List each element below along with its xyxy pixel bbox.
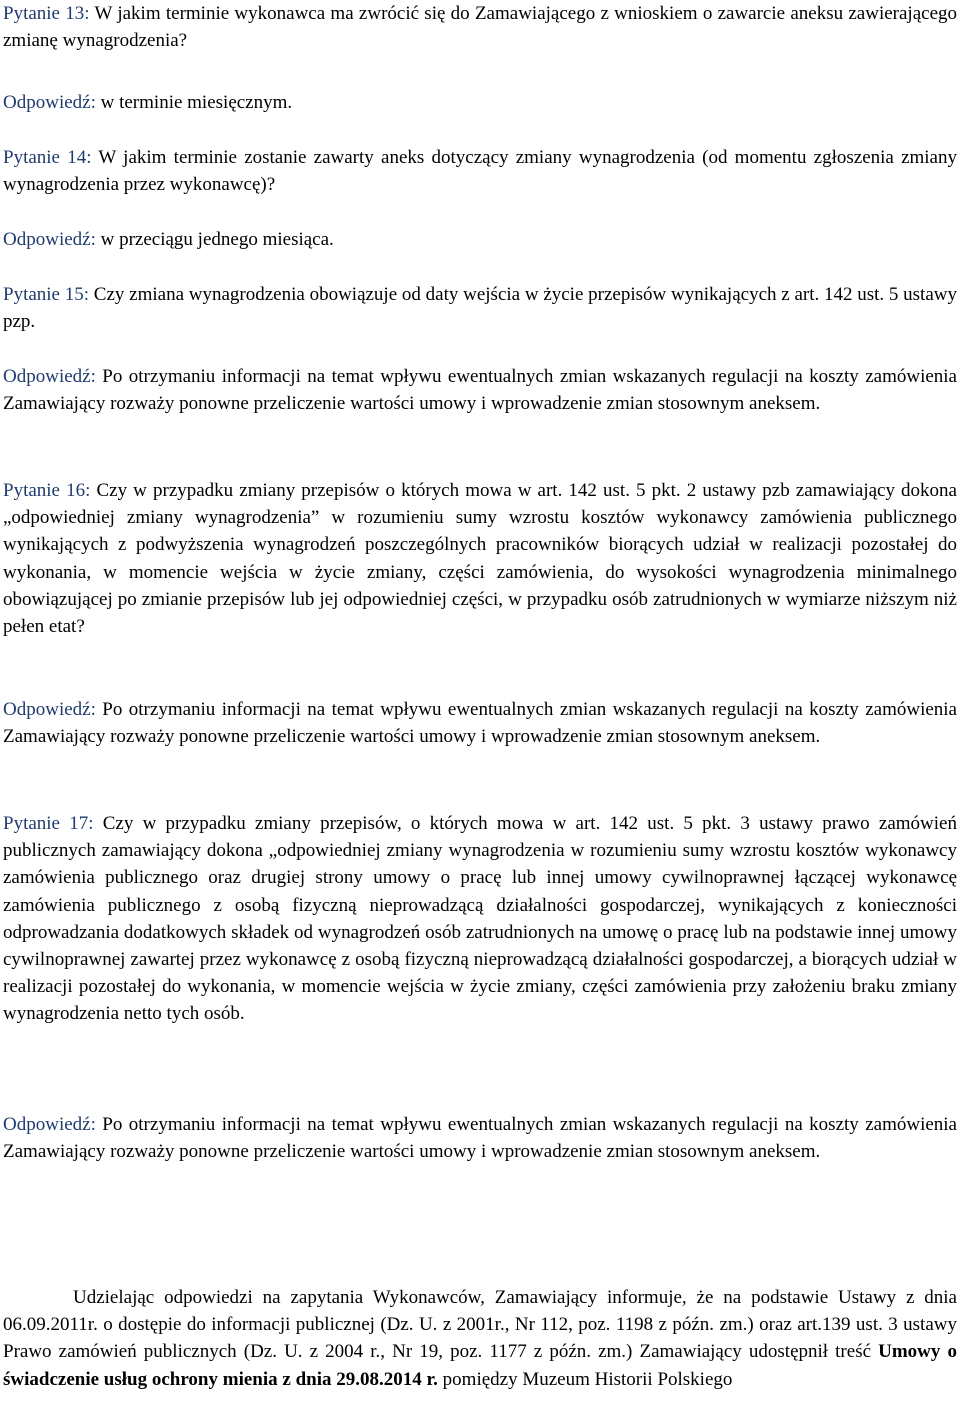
answer-13: [3, 89, 957, 116]
answer-label: Odpowiedź:: [3, 699, 96, 720]
question-text: W jakim terminie wykonawca ma zwrócić się do Zamawiającego z wnioskiem o zawarcie aneksu zawierającego zmianę wynagrodzenia?: [3, 3, 957, 52]
answer-14: [3, 226, 957, 253]
question-label: Pytanie 14:: [3, 147, 92, 168]
question-text: W jakim terminie zostanie zawarty aneks dotyczący zmiany wynagrodzenia (od momentu zgłoszenia zmiany wynagrodzenia przez wykonawcę)?: [3, 147, 957, 196]
answer-text: Po otrzymaniu informacji na temat wpływu ewentualnych zmian wskazanych regulacji na koszty zamówienia Zamawiający rozważy ponowne przeliczenie wartości umowy i wprowadzenie zmian stosownym aneksem.: [3, 1114, 957, 1163]
closing-text: Udzielając odpowiedzi na zapytania Wykonawców, Zamawiający informuje, że na podstawie Ustawy z dnia 06.09.2011r. o dostępie do informacji publicznej (Dz. U. z 2001r., Nr 112, poz. 1198 z późn. zm.) oraz art.139 ust. 3 ustawy Prawo zamówień publicznych (Dz. U. z 2004 r., Nr 19, poz. 1177 z późn. zm.) Zamawiający udostępnił treść: [3, 1287, 957, 1363]
answer-17: [3, 1111, 957, 1165]
question-text: Czy w przypadku zmiany przepisów o których mowa w art. 142 ust. 5 pkt. 2 ustawy pzb zamawiający dokona „odpowiedniej zmiany wynagrodzenia” w rozumieniu sumy wzrostu kosztów wykonawcy zamówienia publicznego wynikających z podwyższenia wynagrodzeń poszczególnych pracowników biorących udział w realizacji pozostałej do wykonania, w momencie wejścia w życie zmiany, części zamówienia, do wysokości wynagrodzenia minimalnego obowiązującej po zmianie przepisów lub jej odpowiedniej części, w przypadku osób zatrudnionych w wymiarze niższym niż pełen etat?: [3, 480, 957, 638]
answer-text: w terminie miesięcznym.: [95, 92, 293, 113]
question-17: [3, 810, 957, 1028]
closing-paragraph: [3, 1284, 957, 1393]
answer-15: [3, 363, 957, 417]
question-15: [3, 281, 957, 335]
answer-label: Odpowiedź:: [3, 229, 96, 250]
question-label: Pytanie 17:: [3, 813, 94, 834]
question-14: [3, 144, 957, 198]
answer-text: w przeciągu jednego miesiąca.: [95, 229, 334, 250]
question-label: Pytanie 16:: [3, 480, 91, 501]
answer-label: Odpowiedź:: [3, 366, 96, 387]
question-label: Pytanie 15:: [3, 284, 90, 305]
answer-16: [3, 696, 957, 750]
answer-label: Odpowiedź:: [3, 1114, 96, 1135]
contract-title: Umowy o świadczenie usług ochrony mienia z dnia 29.08.2014 r.: [3, 1341, 957, 1390]
answer-text: Po otrzymaniu informacji na temat wpływu ewentualnych zmian wskazanych regulacji na koszty zamówienia Zamawiający rozważy ponowne przeliczenie wartości umowy i wprowadzenie zmian stosownym aneksem.: [3, 366, 957, 415]
closing-text-end: pomiędzy Muzeum Historii Polskiego: [437, 1368, 733, 1390]
question-16: [3, 477, 957, 640]
question-13: [3, 0, 957, 54]
answer-text: Po otrzymaniu informacji na temat wpływu ewentualnych zmian wskazanych regulacji na koszty zamówienia Zamawiający rozważy ponowne przeliczenie wartości umowy i wprowadzenie zmian stosownym aneksem.: [3, 699, 957, 748]
question-text: Czy w przypadku zmiany przepisów, o których mowa w art. 142 ust. 5 pkt. 3 ustawy prawo zamówień publicznych zamawiający dokona „odpowiedniej zmiany wynagrodzenia w rozumieniu sumy wzrostu kosztów wykonawcy zamówienia publicznego oraz drugiej strony umowy o pracę lub innej umowy cywilnoprawnej łączącej wykonawcę zamówienia publicznego z osobą fizyczną nieprowadzącą działalności gospodarczej, wynikających z konieczności odprowadzania dodatkowych składek od wynagrodzeń osób zatrudnionych na umowę o pracę lub na podstawie innej umowy cywilnoprawnej zawartej przez wykonawcę z osobą fizyczną nieprowadzącą działalności gospodarczej, a biorących udział w realizacji pozostałej do wykonania, w momencie wejścia w życie zmiany, części zamówienia przy założeniu braku zmiany wynagrodzenia netto tych osób.: [3, 813, 957, 1025]
question-text: Czy zmiana wynagrodzenia obowiązuje od daty wejścia w życie przepisów wynikających z art. 142 ust. 5 ustawy pzp.: [3, 284, 957, 333]
answer-label: Odpowiedź:: [3, 92, 96, 113]
question-label: Pytanie 13:: [3, 3, 90, 24]
